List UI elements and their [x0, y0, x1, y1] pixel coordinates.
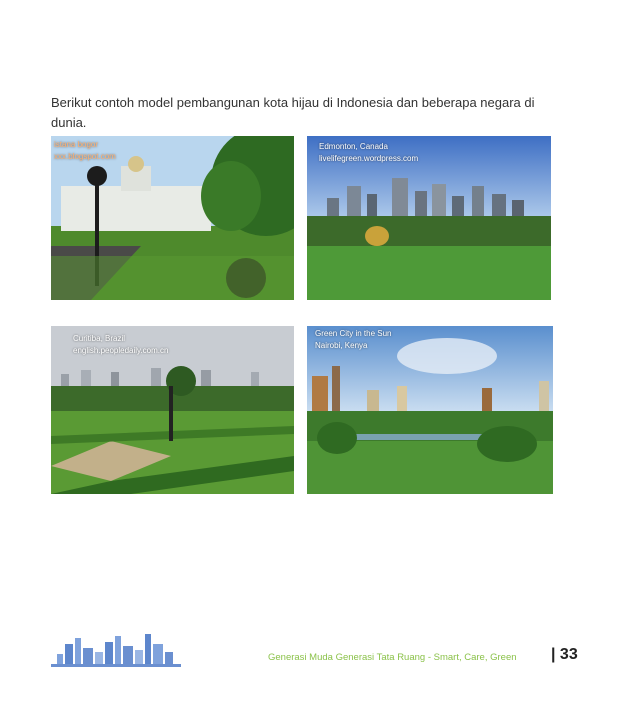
intro-paragraph: Berikut contoh model pembangunan kota hijau di Indonesia dan beberapa negara di dunia.: [51, 95, 535, 130]
photo-caption-line: xxx.blogspot.com: [54, 152, 116, 161]
skyline-logo: [51, 628, 181, 668]
photo-istana-bogor: [51, 136, 294, 300]
photo-caption-line: english.peopledaily.com.cn: [73, 346, 169, 355]
photo-nairobi: [307, 326, 553, 494]
page-number: | 33: [551, 646, 578, 663]
photo-edmonton: [307, 136, 551, 300]
photo-caption-line: Edmonton, Canada: [319, 142, 388, 151]
photo-caption-line: Green City in the Sun: [315, 329, 392, 338]
photo-caption-line: Curitiba, Brazil: [73, 334, 126, 343]
photo-caption-line: Nairobi, Kenya: [315, 341, 368, 350]
footer-tagline: Generasi Muda Generasi Tata Ruang - Smart, Care, Green: [268, 652, 517, 663]
photo-caption-line: livelifegreen.wordpress.com: [319, 154, 419, 163]
photo-curitiba: [51, 326, 294, 494]
photo-caption-line: istana bogor: [54, 140, 99, 149]
